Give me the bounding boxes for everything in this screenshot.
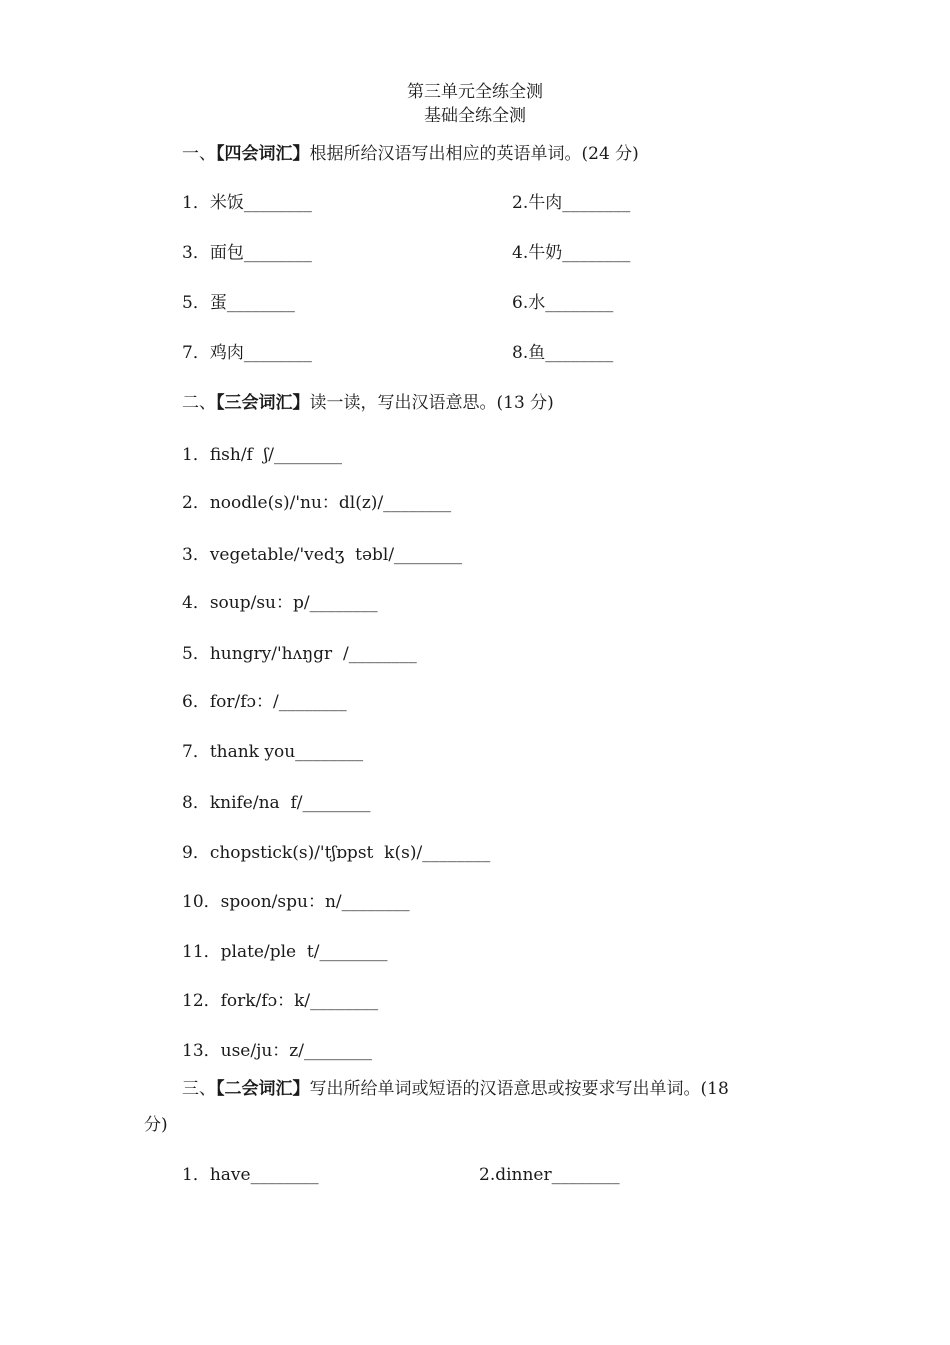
- s3-item-2: 2.dinner________: [479, 1165, 620, 1185]
- s2-item-3: 3．vegetable/'vedʒ təbl/________: [182, 545, 463, 565]
- s2-item-4: 4．soup/su：p/________: [182, 593, 378, 613]
- section3-heading: 三、【二会词汇】写出所给单词或短语的汉语意思或按要求写出单词。(18: [182, 1079, 729, 1099]
- page-subtitle: 基础全练全测: [424, 106, 526, 126]
- page-title: 第三单元全练全测: [407, 82, 543, 102]
- s2-item-10: 10．spoon/spu：n/________: [182, 892, 410, 912]
- s1-item-5: 5．蛋________: [182, 293, 295, 313]
- s1-item-8: 8.鱼________: [512, 343, 614, 363]
- s3-item-1: 1．have________: [182, 1165, 319, 1185]
- s1-item-2: 2.牛肉________: [512, 193, 631, 213]
- s2-item-5: 5．hungry/'hʌŋgr /________: [182, 644, 417, 664]
- s2-item-12: 12．fork/fɔ：k/________: [182, 991, 379, 1011]
- s1-item-6: 6.水________: [512, 293, 614, 313]
- s1-item-3: 3．面包________: [182, 243, 312, 263]
- section3-heading-cont: 分): [144, 1115, 168, 1135]
- s2-item-6: 6．for/fɔ：/________: [182, 692, 347, 712]
- s2-item-7: 7．thank you________: [182, 742, 364, 762]
- s1-item-4: 4.牛奶________: [512, 243, 631, 263]
- s2-item-11: 11．plate/ple t/________: [182, 942, 388, 962]
- s2-item-13: 13．use/ju：z/________: [182, 1041, 372, 1061]
- s2-item-1: 1．fish/f ʃ/________: [182, 445, 342, 465]
- s2-item-8: 8．knife/na f/________: [182, 793, 371, 813]
- s2-item-2: 2．noodle(s)/'nu：dl(z)/________: [182, 493, 452, 513]
- section1-heading: 一、【四会词汇】根据所给汉语写出相应的英语单词。(24 分): [182, 144, 639, 164]
- s1-item-7: 7．鸡肉________: [182, 343, 312, 363]
- s1-item-1: 1．米饭________: [182, 193, 312, 213]
- s2-item-9: 9．chopstick(s)/'tʃɒpst k(s)/________: [182, 843, 491, 863]
- section2-heading: 二、【三会词汇】读一读，写出汉语意思。(13 分): [182, 393, 554, 413]
